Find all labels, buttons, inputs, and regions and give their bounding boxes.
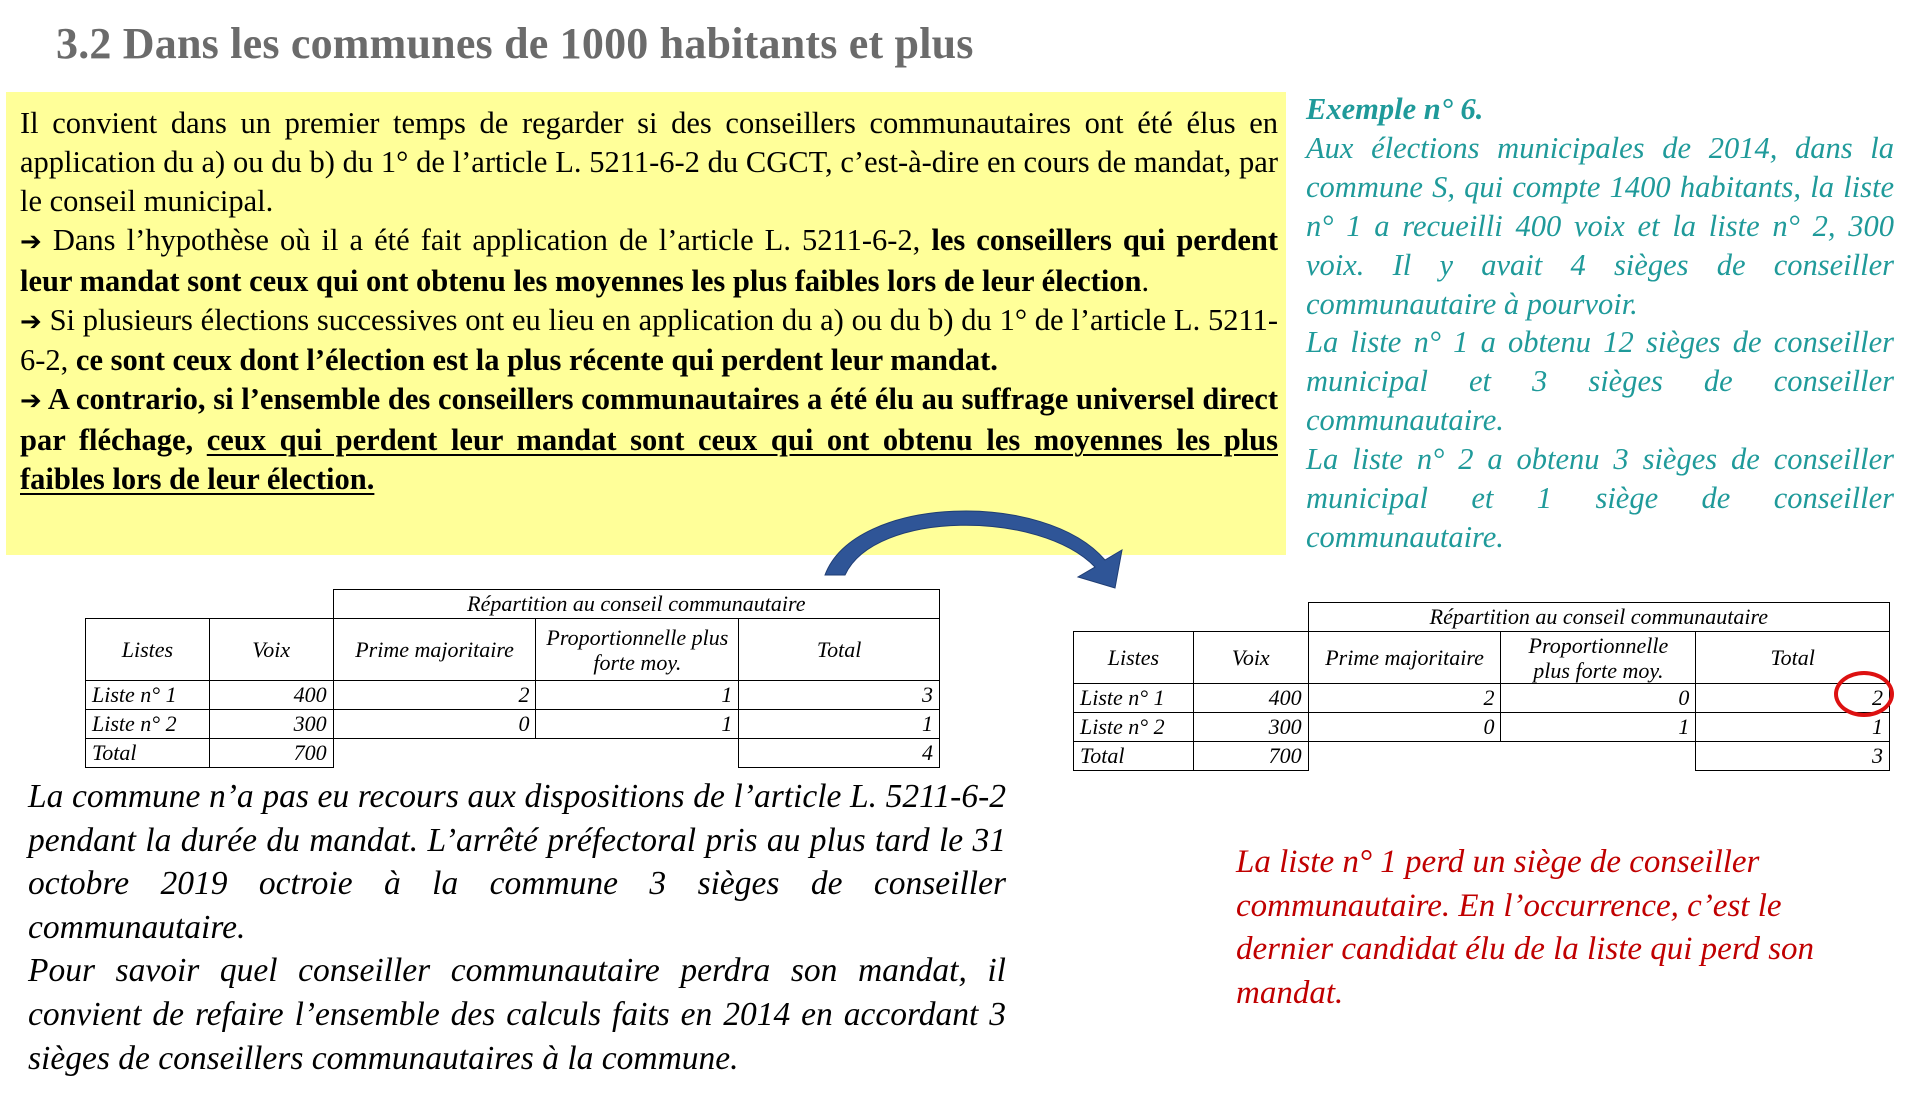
explanation-text [28,775,1006,1080]
example-paragraph-3: La liste n° 2 a obtenu 3 sièges de conseiller municipal et 1 siège de conseiller communautaire. [1306,442,1894,554]
cell-total: 3 [739,681,940,710]
right-arrow-icon: ➔ [20,386,42,417]
rules-paragraph-4: ➔ A contrario, si l’ensemble des conseillers communautaires a été élu au suffrage universel direct par fléchage, ceux qui perdent leur mandat sont ceux qui ont obtenu les moyennes les plus faibles lors de leur élection. [20,382,1278,497]
cell-total: 4 [739,739,940,768]
cell-liste: Total [1074,742,1194,771]
explanation-paragraph-2: Pour savoir quel conseiller communautaire perdra son mandat, il convient de refaire l’ensemble des calculs faits en 2014 en accordant 3 sièges de conseillers communautaires à la commune. [28,952,1006,1077]
conclusion-text [1236,841,1876,1015]
example-title: Exemple n° 6. [1306,92,1484,126]
cell-prime: 2 [333,681,536,710]
col-header-voix: Voix [209,619,333,681]
rules-paragraph-3: ➔ Si plusieurs élections successives ont eu lieu en application du a) ou du b) du 1° de l’article L. 5211-6-2, ce sont ceux dont l’élection est la plus récente qui perdent leur mandat. [20,302,1278,378]
table-row [86,710,940,739]
rules-paragraph-1: Il convient dans un premier temps de regarder si des conseillers communautaires ont été élus en application du a) ou du b) du 1° de l’article L. 5211-6-2 du CGCT, c’est-à-dire en cours de mandat, par le conseil municipal. [20,106,1278,218]
cell-voix: 700 [209,739,333,768]
example-paragraph-1: Aux élections municipales de 2014, dans la commune S, qui compte 1400 habitants, la liste n° 1 a recueilli 400 voix et la liste n° 2, 300 voix. Il y avait 4 sièges de conseiller communautaire à pourvoir. [1306,130,1894,321]
table-row [1074,684,1890,713]
table-recalculated [1073,602,1890,771]
conclusion-paragraph: La liste n° 1 perd un siège de conseiller communautaire. En l’occurrence, c’est le dernier candidat élu de la liste qui perd son mandat. [1236,844,1815,1011]
cell-total: 1 [739,710,940,739]
explanation-paragraph-1: La commune n’a pas eu recours aux dispositions de l’article L. 5211-6-2 pendant la durée du mandat. L’arrêté préfectoral pris au plus tard le 31 octobre 2019 octroie à la commune 3 sièges de conseiller communautaire. [28,778,1006,946]
right-arrow-icon: ➔ [20,306,42,337]
rules-paragraph-2: ➔ Dans l’hypothèse où il a été fait application de l’article L. 5211-6-2, les conseillers qui perdent leur mandat sont ceux qui ont obtenu les moyennes les plus faibles lors de leur élection. [20,222,1278,298]
cell-liste: Liste n° 1 [1074,684,1194,713]
cell-voix: 700 [1193,742,1308,771]
col-header-total: Total [739,619,940,681]
cell-voix: 300 [1193,713,1308,742]
cell-liste: Total [86,739,210,768]
cell-voix: 400 [1193,684,1308,713]
table-total-row [1074,742,1890,771]
cell-total: 3 [1696,742,1890,771]
cell-voix: 400 [209,681,333,710]
cell-prop: 0 [1501,684,1696,713]
highlight-circle [1834,671,1894,717]
cell-liste: Liste n° 2 [1074,713,1194,742]
cell-total: 1 [1696,713,1890,742]
rules-text [20,104,1278,499]
col-header-voix: Voix [1193,632,1308,684]
cell-prime: 0 [333,710,536,739]
table-row [1074,713,1890,742]
cell-prime: 2 [1308,684,1501,713]
col-header-prime: Prime majoritaire [1308,632,1501,684]
cell-prop: 1 [1501,713,1696,742]
example-block [1306,90,1894,557]
col-header-listes: Listes [86,619,210,681]
cell-prop: 1 [536,681,739,710]
table-row [86,681,940,710]
cell-voix: 300 [209,710,333,739]
example-paragraph-2: La liste n° 1 a obtenu 12 sièges de conseiller municipal et 3 sièges de conseiller communautaire. [1306,325,1894,438]
col-header-prime: Prime majoritaire [333,619,536,681]
curved-arrow-icon [815,505,1135,595]
col-header-prop: Proportionnelle plus forte moy. [1501,632,1696,684]
group-header: Répartition au conseil communautaire [1308,603,1889,632]
col-header-prop: Proportionnelle plus forte moy. [536,619,739,681]
right-arrow-icon: ➔ [20,226,42,257]
cell-total: 2 [1696,684,1890,713]
table-total-row [86,739,940,768]
col-header-total: Total [1696,632,1890,684]
cell-prop: 1 [536,710,739,739]
cell-liste: Liste n° 2 [86,710,210,739]
col-header-listes: Listes [1074,632,1194,684]
group-header: Répartition au conseil communautaire [333,590,939,619]
cell-liste: Liste n° 1 [86,681,210,710]
table-initial-2014 [85,589,940,768]
cell-prime: 0 [1308,713,1501,742]
section-heading: 3.2 Dans les communes de 1000 habitants et plus [56,19,974,68]
